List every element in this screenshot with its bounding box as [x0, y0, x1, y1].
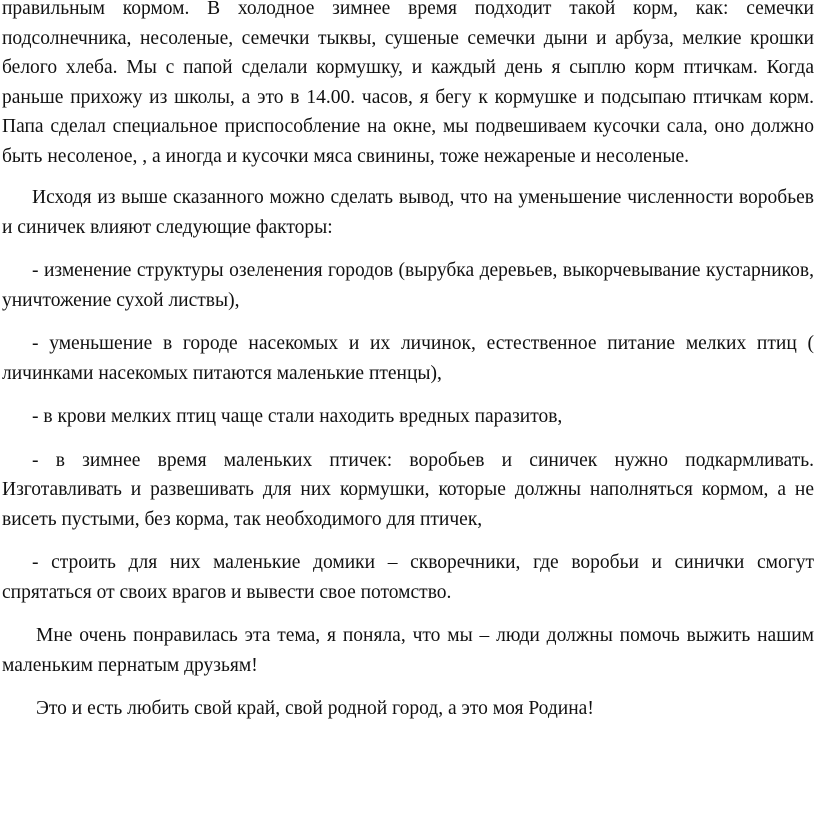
paragraph-conclusion-intro: Исходя из выше сказанного можно сделать вывод, что на уменьшение численности воробьев и синичек влияют следующие факторы: — [2, 187, 814, 238]
list-item-parasites: - в крови мелких птиц чаще стали находить вредных паразитов, — [32, 406, 563, 427]
list-item-winter-feeding: - в зимнее время маленьких птичек: воробьев и синичек нужно подкармливать. Изготавливать и развешивать для них кормушки, которые должны наполняться кормом, а не висеть пустыми, без корма, так необходимого для птичек, — [2, 449, 814, 530]
paragraph-personal-opinion: Мне очень понравилась эта тема, я поняла, что мы – люди должны помочь выжить нашим маленьким пернатым друзьям! — [2, 625, 814, 676]
list-item-greening: - изменение структуры озеленения городов (вырубка деревьев, выкорчевывание кустарников, уничтожение сухой листвы), — [2, 260, 814, 311]
paragraph-feeding: правильным кормом. В холодное зимнее время подходит такой корм, как: семечки подсолнечника, несоленые, семечки тыквы, сушеные семечки дыни и арбуза, мелкие крошки белого хлеба. Мы с папой сделали кормушку, и каждый день я сыплю корм птичкам. Когда раньше прихожу из школы, а это в 14.00. часов, я бегу к кормушке и подсыпаю птичкам корм. Папа сделал специальное приспособление на окне, мы подвешиваем кусочки сала, оно должно быть несоленое, , а иногда и кусочки мяса свинины, тоже нежареные и несоленые. — [2, 0, 814, 167]
paragraph-final: Это и есть любить свой край, свой родной город, а это моя Родина! — [36, 698, 594, 719]
list-item-birdhouses: - строить для них маленькие домики – скворечники, где воробьи и синички смогут спрятаться от своих врагов и вывести свое потомство. — [2, 552, 814, 603]
list-item-insects: - уменьшение в городе насекомых и их личинок, естественное питание мелких птиц ( личинками насекомых питаются маленькие птенцы), — [2, 333, 814, 384]
